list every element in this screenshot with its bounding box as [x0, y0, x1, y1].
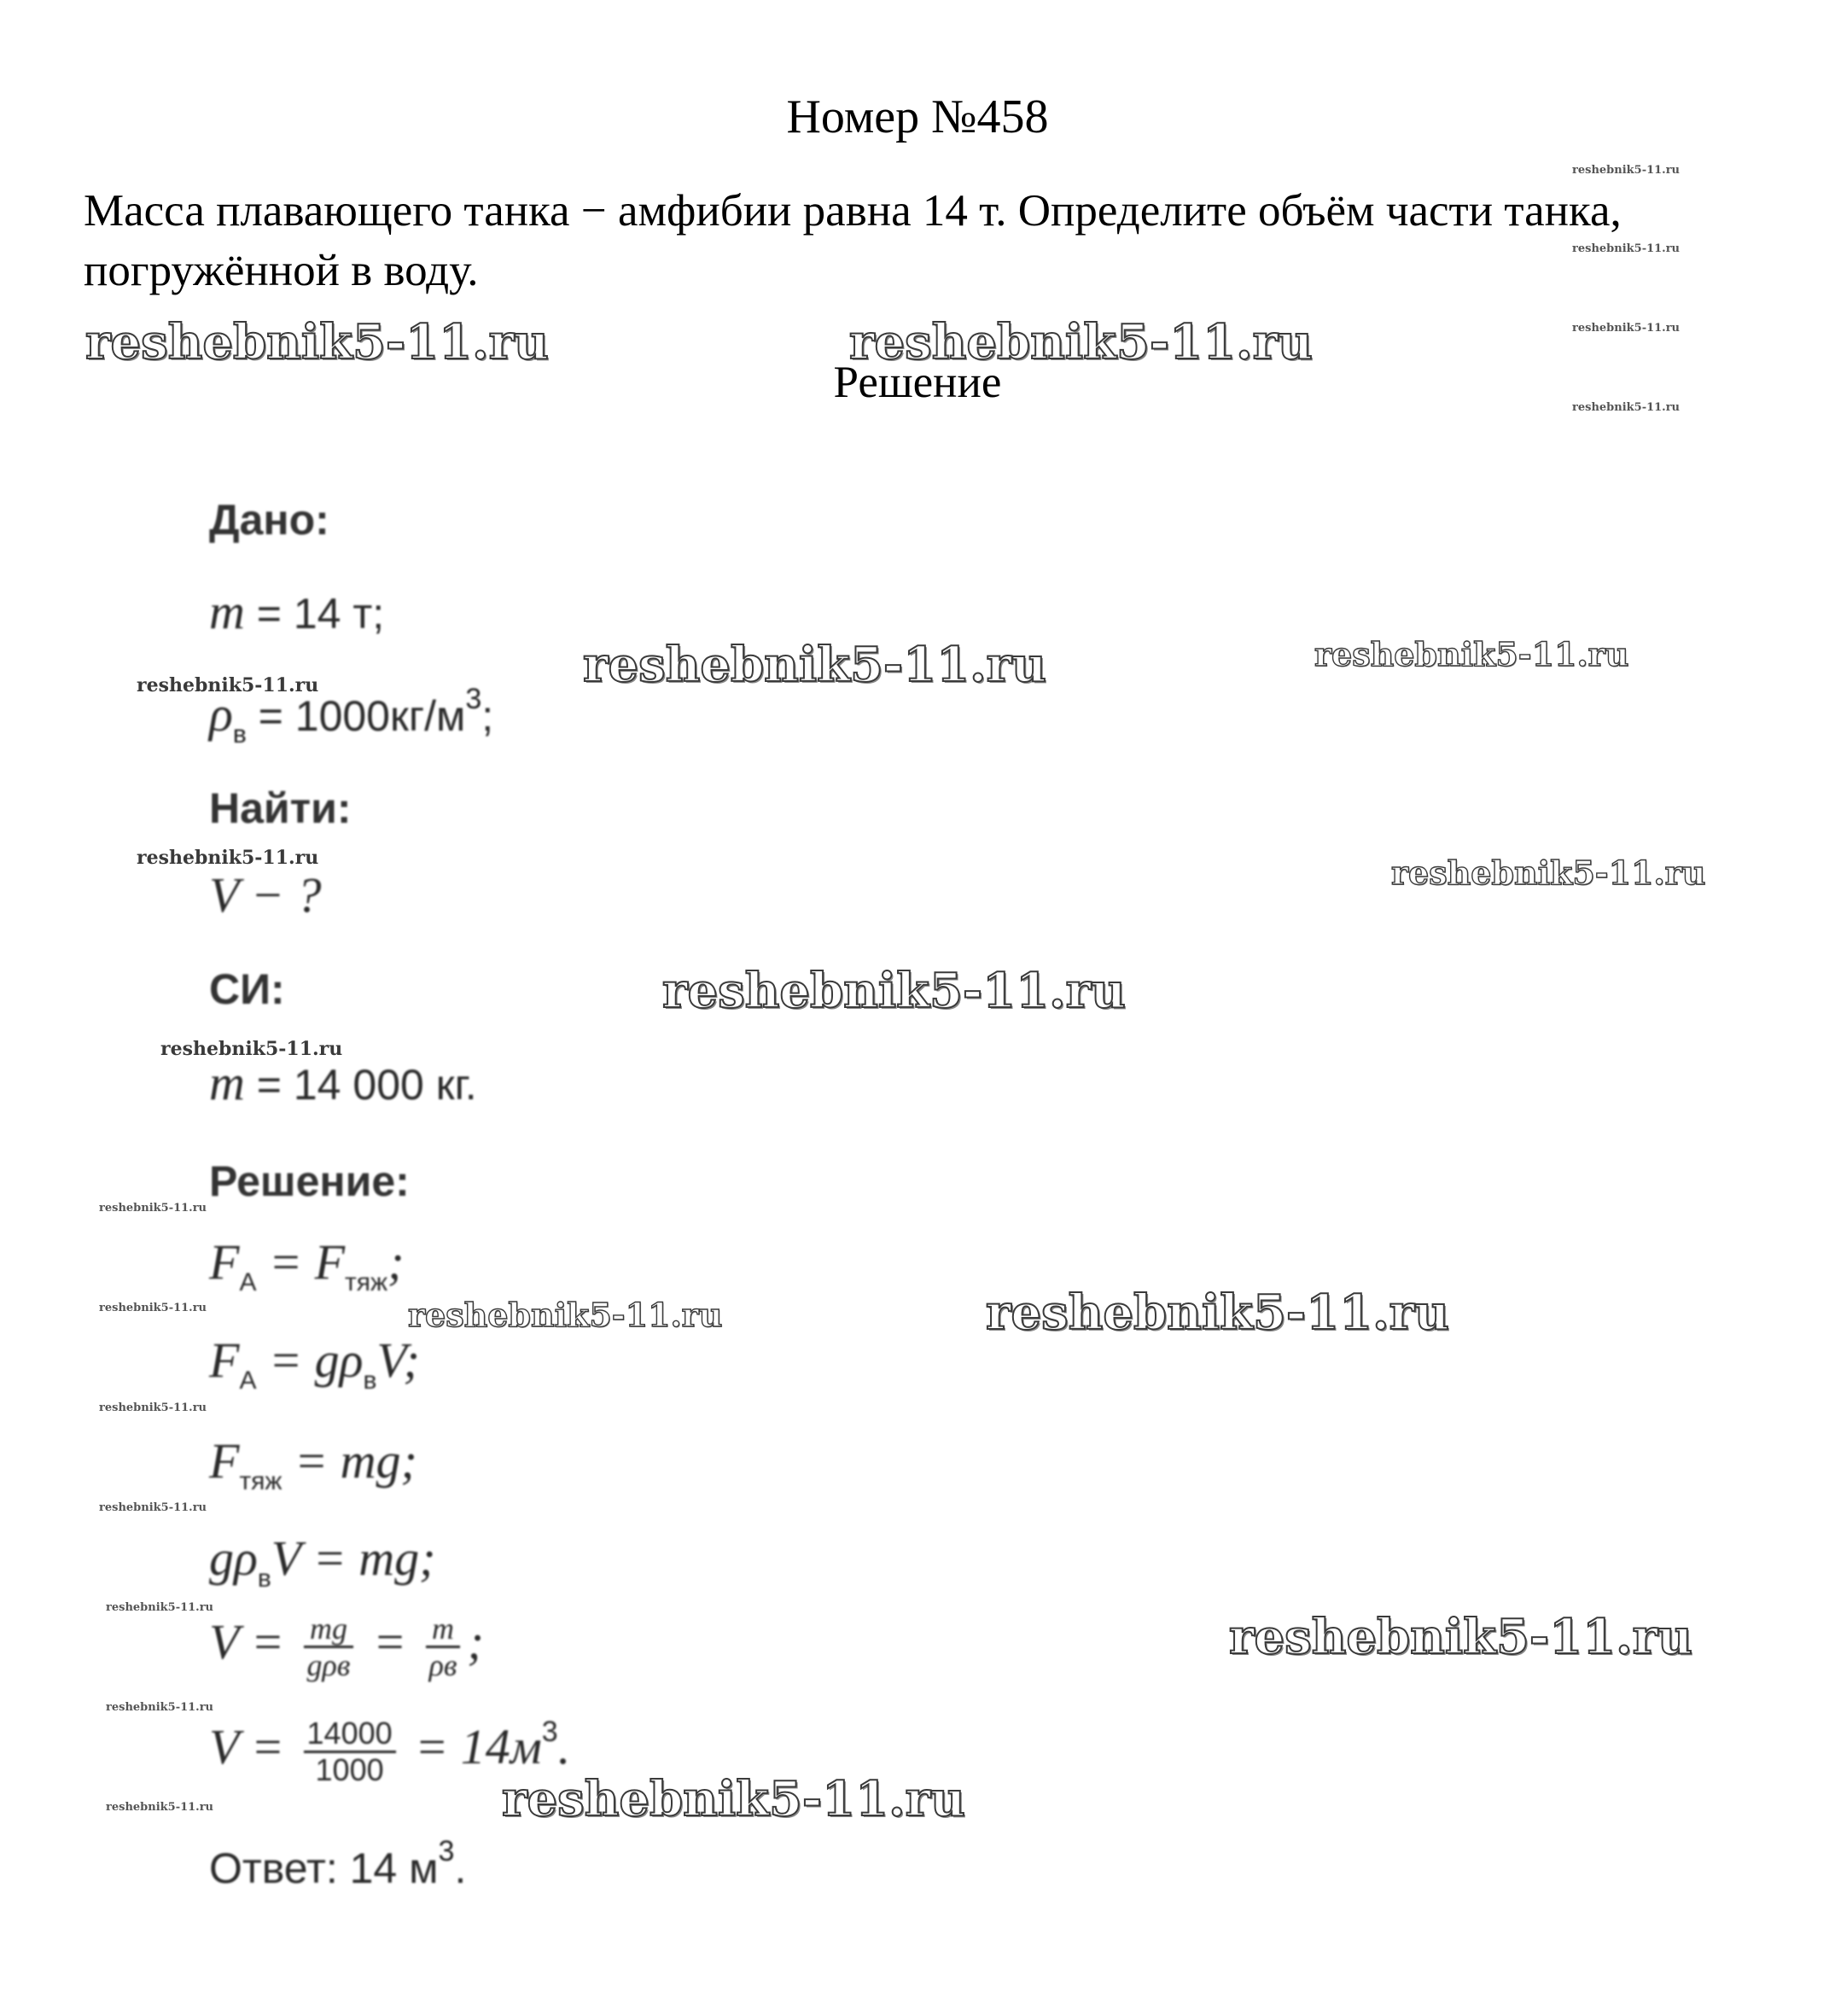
equation-4	[209, 1529, 436, 1594]
answer	[209, 1835, 466, 1893]
eq1-mid: = F	[256, 1234, 346, 1290]
si-mass-value: = 14 000 кг.	[244, 1061, 477, 1109]
eq6-rest: = 14м	[402, 1719, 542, 1774]
eq1-lhs: F	[209, 1234, 240, 1290]
given-mass	[209, 583, 384, 640]
watermark: reshebnik5-11.ru	[1229, 1609, 1692, 1665]
eq4-sub: в	[257, 1564, 271, 1593]
eq5-frac2-num: m	[426, 1611, 461, 1648]
watermark: reshebnik5-11.ru	[99, 1501, 207, 1514]
given-label: Дано:	[209, 496, 329, 544]
eq6-fraction	[304, 1716, 396, 1787]
given-density-sup: 3	[465, 683, 482, 715]
eq1-rhs-sub: тяж	[345, 1268, 388, 1296]
watermark: reshebnik5-11.ru	[106, 1801, 214, 1814]
answer-sup: 3	[438, 1835, 455, 1867]
given-mass-value: = 14 т;	[244, 590, 385, 638]
watermark: reshebnik5-11.ru	[1314, 635, 1629, 673]
eq1-end: ;	[387, 1234, 405, 1290]
si-label: СИ:	[209, 965, 285, 1013]
si-mass	[209, 1054, 477, 1111]
eq5-fraction-1	[304, 1611, 354, 1682]
eq5-frac1-den: gρв	[306, 1648, 351, 1682]
eq6-frac-num: 14000	[304, 1716, 396, 1753]
watermark: reshebnik5-11.ru	[99, 1302, 207, 1314]
given-mass-var: m	[209, 584, 245, 639]
given-density-sub: в	[232, 720, 247, 749]
eq2-rho-sub: в	[363, 1366, 377, 1395]
watermark: reshebnik5-11.ru	[99, 1202, 207, 1215]
eq5-start: V =	[209, 1613, 297, 1669]
watermark: reshebnik5-11.ru	[1572, 401, 1681, 414]
given-density-end: ;	[481, 692, 494, 740]
watermark: reshebnik5-11.ru	[160, 1038, 343, 1060]
equation-2	[209, 1331, 420, 1395]
eq5-fraction-2	[426, 1611, 461, 1682]
watermark: reshebnik5-11.ru	[662, 963, 1126, 1019]
eq2-mid: = gρ	[256, 1332, 364, 1388]
solution-label: Решение:	[209, 1157, 410, 1205]
given-density-var: ρ	[209, 686, 233, 742]
watermark: reshebnik5-11.ru	[106, 1701, 214, 1714]
watermark: reshebnik5-11.ru	[986, 1285, 1449, 1341]
watermark: reshebnik5-11.ru	[849, 314, 1313, 370]
equation-3	[209, 1432, 417, 1496]
eq3-rest: = mg;	[282, 1433, 417, 1489]
given-density-value: = 1000кг/м	[246, 692, 466, 740]
eq5-end: ;	[467, 1613, 484, 1669]
eq4-rest: V = mg;	[271, 1530, 436, 1586]
eq2-end: V;	[376, 1332, 420, 1388]
watermark: reshebnik5-11.ru	[99, 1401, 207, 1414]
eq3-lhs: F	[209, 1433, 240, 1489]
eq5-frac2-den: ρв	[428, 1648, 457, 1682]
eq6-start: V =	[209, 1719, 297, 1774]
equation-5	[209, 1611, 484, 1682]
watermark: reshebnik5-11.ru	[106, 1601, 214, 1614]
eq2-lhs-sub: А	[239, 1366, 257, 1395]
watermark: reshebnik5-11.ru	[137, 847, 319, 869]
eq3-lhs-sub: тяж	[239, 1467, 283, 1495]
watermark: reshebnik5-11.ru	[1572, 322, 1681, 335]
eq4-start: gρ	[209, 1530, 258, 1586]
page-title: Номер №458	[786, 90, 1049, 143]
solution-heading: Решение	[833, 358, 1002, 407]
answer-text: Ответ: 14 м	[209, 1844, 439, 1892]
eq2-lhs: F	[209, 1332, 240, 1388]
eq6-sup: 3	[541, 1716, 558, 1748]
problem-statement: Масса плавающего танка − амфибии равна 14 т. Определите объём части танка, погружённой в воду.	[84, 186, 1622, 295]
watermark: reshebnik5-11.ru	[583, 637, 1046, 693]
eq1-lhs-sub: А	[239, 1268, 257, 1296]
watermark: reshebnik5-11.ru	[408, 1296, 723, 1334]
watermark: reshebnik5-11.ru	[1572, 164, 1681, 177]
watermark: reshebnik5-11.ru	[137, 674, 319, 696]
watermark: reshebnik5-11.ru	[85, 314, 549, 370]
answer-end: .	[454, 1844, 467, 1892]
watermark: reshebnik5-11.ru	[1572, 242, 1681, 255]
watermark: reshebnik5-11.ru	[502, 1771, 965, 1827]
find-value: V − ?	[209, 867, 322, 923]
eq5-mid: =	[360, 1613, 419, 1669]
si-mass-var: m	[209, 1055, 245, 1110]
eq6-frac-den: 1000	[315, 1752, 384, 1788]
watermark: reshebnik5-11.ru	[1391, 854, 1706, 892]
eq5-frac1-num: mg	[304, 1611, 354, 1648]
eq6-end: .	[557, 1719, 571, 1774]
equation-1	[209, 1233, 404, 1297]
find-label: Найти:	[209, 784, 352, 832]
